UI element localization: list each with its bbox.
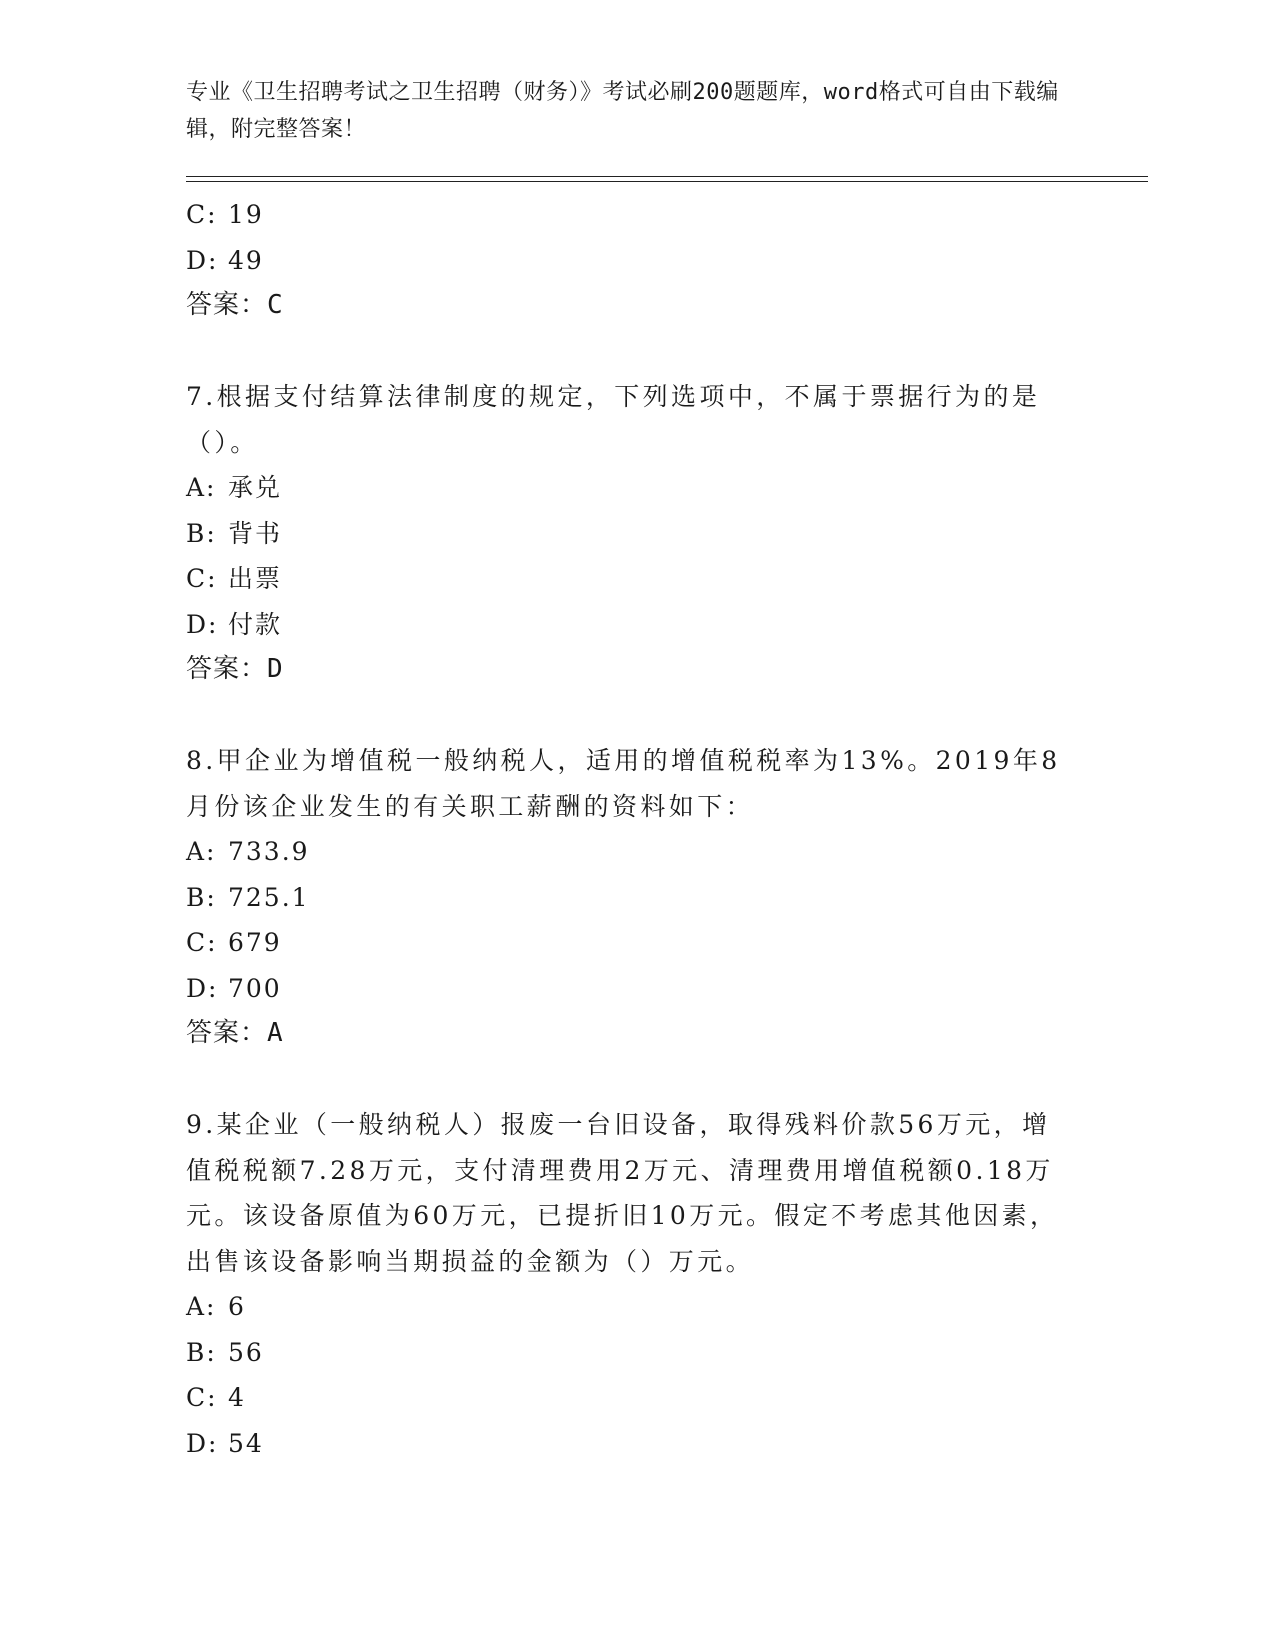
- option-b: B: 56: [186, 1337, 264, 1367]
- option-d: D: 700: [186, 973, 282, 1003]
- answer-line: 答案：C: [186, 290, 284, 320]
- document-header: 专业《卫生招聘考试之卫生招聘（财务）》考试必刷200题题库，word格式可自由下载编辑，附完整答案！: [186, 80, 1059, 142]
- answer-line: 答案：A: [186, 1018, 284, 1048]
- option-d: D: 54: [186, 1428, 264, 1458]
- header-divider-top: [186, 176, 1148, 177]
- option-d: D: 49: [186, 245, 264, 275]
- question-list: [186, 192, 1066, 1466]
- question-8: [186, 738, 1066, 1057]
- spacer: [186, 1057, 1066, 1103]
- question-text: 7.根据支付结算法律制度的规定，下列选项中，不属于票据行为的是（）。: [186, 382, 1041, 457]
- spacer: [186, 693, 1066, 739]
- question-text: 9.某企业（一般纳税人）报废一台旧设备，取得残料价款56万元，增值税税额7.28万元，支付清理费用2万元、清理费用增值税额0.18万元。该设备原值为60万元，已提折旧10万元。假定不考虑其他因素，出售该设备影响当期损益的金额为（）万元。: [186, 1110, 1059, 1276]
- question-9: [186, 1102, 1066, 1466]
- option-a: A: 承兑: [186, 473, 283, 502]
- question-text: 8.甲企业为增值税一般纳税人，适用的增值税税率为13%。2019年8月份该企业发生的有关职工薪酬的资料如下：: [186, 746, 1061, 821]
- option-c: C: 679: [186, 928, 282, 957]
- header-divider-bottom: [186, 181, 1148, 182]
- question-7: [186, 374, 1066, 693]
- option-c: C: 19: [186, 200, 264, 229]
- spacer: [186, 329, 1066, 375]
- option-c: C: 出票: [186, 564, 283, 593]
- option-b: B: 725.1: [186, 882, 310, 912]
- option-a: A: 733.9: [186, 837, 310, 866]
- answer-line: 答案：D: [186, 654, 284, 684]
- option-a: A: 6: [186, 1292, 246, 1321]
- option-c: C: 4: [186, 1383, 246, 1412]
- question-continued: [186, 192, 1066, 329]
- option-d: D: 付款: [186, 609, 283, 639]
- option-b: B: 背书: [186, 518, 283, 548]
